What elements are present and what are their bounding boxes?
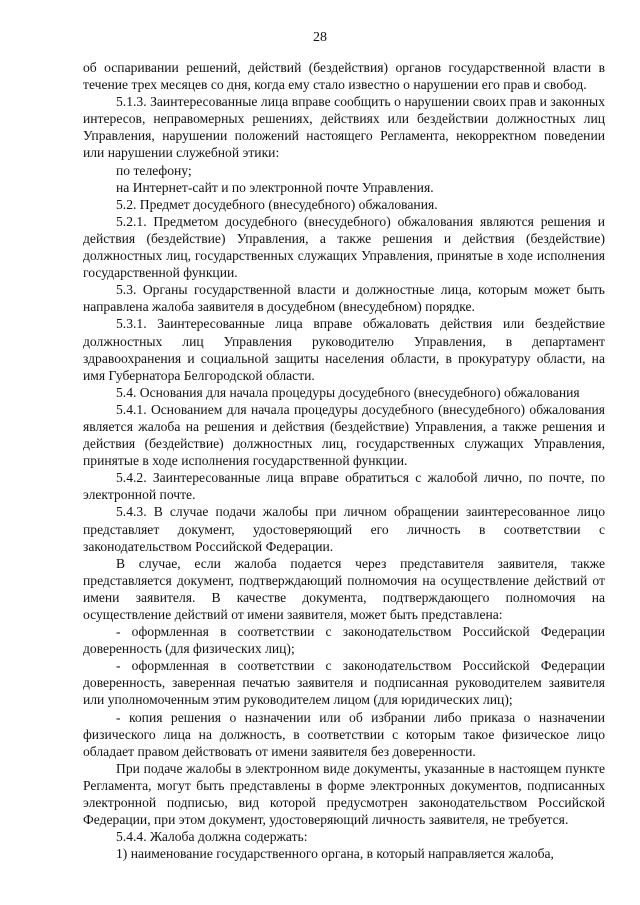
- list-item: - копия решения о назначении или об избрании либо приказа о назначении физического лица на должность, в соответствии с которым такое физическое лицо обладает правом действовать от имени заявителя без доверенности.: [83, 709, 605, 759]
- paragraph: 5.4.3. В случае подачи жалобы при личном обращении заинтересованное лицо представляет документ, удостоверяющий его личность в соответствии с законодательством Российской Федерации.: [83, 504, 605, 554]
- paragraph: об оспаривании решений, действий (бездействия) органов государственной власти в течение трех месяцев со дня, когда ему стало известно о нарушении его прав и свобод.: [83, 60, 605, 93]
- list-item: - оформленная в соответствии с законодательством Российской Федерации доверенность (для физических лиц);: [83, 624, 605, 657]
- paragraph: 5.2. Предмет досудебного (внесудебного) обжалования.: [116, 196, 438, 212]
- paragraph: При подаче жалобы в электронном виде документы, указанные в настоящем пункте Регламента, могут быть представлены в форме электронных документов, подписанных электронной подписью, вид которой предусмотрен законодательством Российской Федерации, при этом документ, удостоверяющий личность заявителя, не требуется.: [83, 760, 605, 828]
- paragraph: на Интернет-сайт и по электронной почте Управления.: [116, 179, 434, 195]
- list-item: - оформленная в соответствии с законодательством Российской Федерации доверенность, заверенная печатью заявителя и подписанная руководителем заявителя или уполномоченным этим руководителем лицом (для юридических лиц);: [83, 658, 605, 708]
- paragraph: 5.1.3. Заинтересованные лица вправе сообщить о нарушении своих прав и законных интересов, неправомерных решениях, действиях или бездействии должностных лиц Управления, нарушении положений настоящего Регламента, некорректном поведении или нарушении служебной этики:: [83, 94, 605, 161]
- paragraph: 5.4.2. Заинтересованные лица вправе обратиться с жалобой лично, по почте, по электронной почте.: [83, 470, 605, 503]
- list-item: 1) наименование государственного органа, в который направляется жалоба,: [116, 846, 554, 862]
- paragraph: 5.4. Основания для начала процедуры досудебного (внесудебного) обжалования: [116, 384, 580, 400]
- document-body: [83, 59, 605, 862]
- paragraph: 5.4.4. Жалоба должна содержать:: [116, 829, 308, 845]
- paragraph: по телефону;: [116, 162, 192, 178]
- paragraph: 5.3. Органы государственной власти и должностные лица, которым может быть направлена жалоба заявителя в досудебном (внесудебном) порядке.: [83, 282, 605, 315]
- page-number: 28: [313, 30, 327, 45]
- paragraph: В случае, если жалоба подается через представителя заявителя, также представляется документ, подтверждающий полномочия на осуществление действий от имени заявителя. В качестве документа, подтверждающего полномочия на осуществление действий от имени заявителя, может быть представлена:: [83, 555, 605, 622]
- paragraph: 5.3.1. Заинтересованные лица вправе обжаловать действия или бездействие должностных лиц Управления руководителю Управления, в департамент здравоохранения и социальной защиты населения области, в прокуратуру области, на имя Губернатора Белгородской области.: [83, 316, 605, 383]
- paragraph: 5.2.1. Предметом досудебного (внесудебного) обжалования являются решения и действия (бездействие) Управления, а также решения и действия (бездействие) должностных лиц, государственных служащих Управления, принятые в ходе исполнения государственной функции.: [83, 213, 605, 281]
- paragraph: 5.4.1. Основанием для начала процедуры досудебного (внесудебного) обжалования является жалоба на решения и действия (бездействие) Управления, а также решения и действия (бездействие) должностных лиц, государственных служащих Управления, принятые в ходе исполнения государственной функции.: [83, 401, 605, 469]
